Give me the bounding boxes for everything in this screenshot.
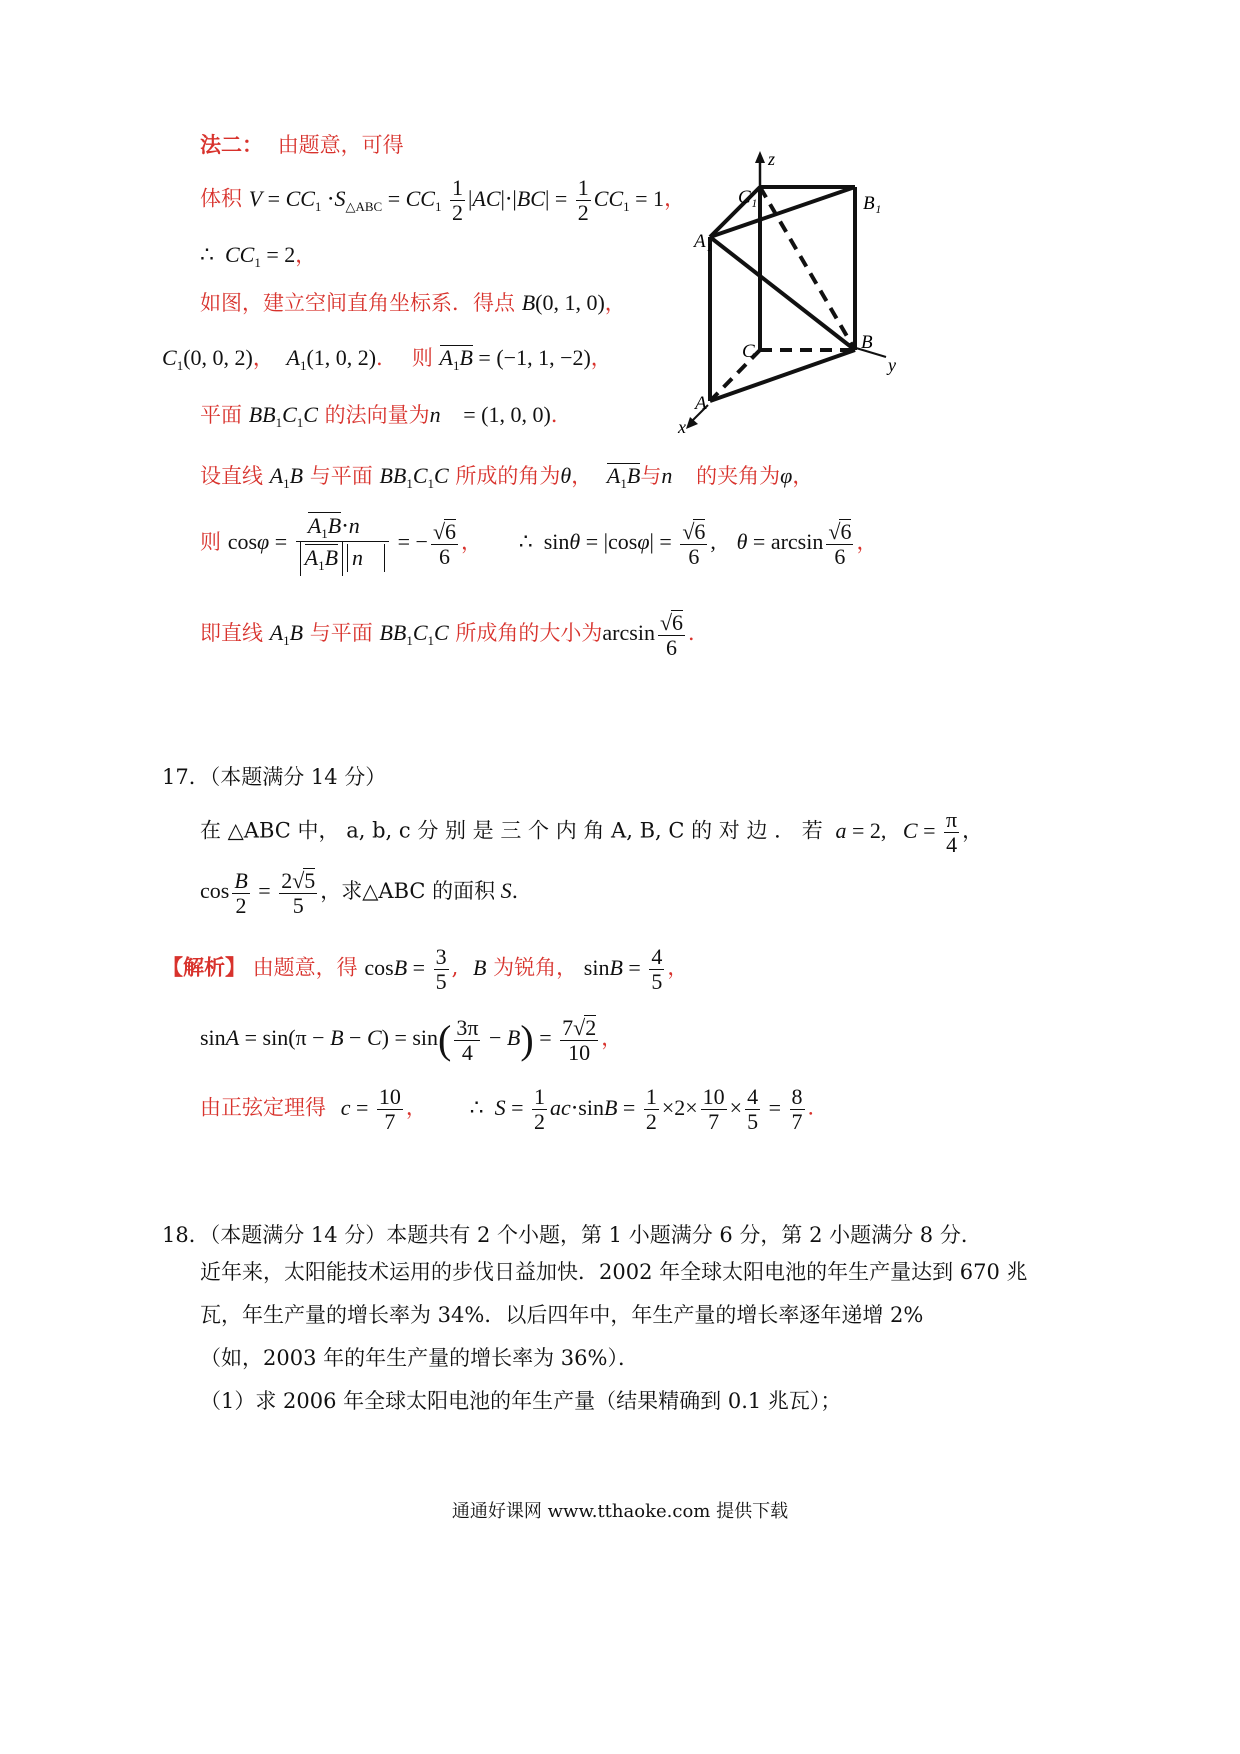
solution-law: 由正弦定理得 <box>200 1095 326 1120</box>
label-c: C <box>742 341 755 362</box>
cos-line: 则 cosφ = $\frac{A_1B\cdot n⃗}{A_1B n⃗}$ = − $\frac{√6}{6}$ ， ∴ sinθ = |cosφ| = $\frac{√6}{6}$ , θ = arcsin $\frac{√6}{6}$ ， <box>200 512 877 576</box>
problem17-text2: ，求△ABC 的面积 <box>320 879 496 904</box>
solution17-line1: 【解析】 由题意，得 cosB = $\frac{3}{5}$ , B 为锐角， sinB = $\frac{4}{5}$ ， <box>162 944 689 995</box>
solution-acute: 为锐角， <box>493 955 578 980</box>
plane-text: 与平面 <box>309 464 373 488</box>
solution-label: 【解析】 <box>162 954 246 980</box>
problem17-number: 17． <box>162 765 210 789</box>
label-z: z <box>768 149 776 169</box>
points-line: $C_1(0$, 0, 2)， $A_1(1$, 0, 2)． 则 $A_1B = (-1$, 1, −2)， <box>162 345 612 373</box>
problem18-p2: 瓦，年生产量的增长率为 34%．以后四年中，年生产量的增长率逐年递增 2% <box>200 1303 924 1327</box>
problem17-text1: 在 △ABC 中， a, b, c 分 别 是 三 个 内 角 A, B, C 的 对 边 ． 若 <box>200 818 823 843</box>
line-label: 设直线 <box>200 464 263 488</box>
angle-line: 设直线 $A_1B$ 与平面 $BB_1C_1C$ 所成的角为θ， $A_1B$与n⃗ 的夹角为φ， <box>200 463 814 491</box>
solution17-line2: sinA = sin(π − B − C) = sin( $\frac{3\pi}{4}$ − B) = $\frac{7√2}{10}$ ， <box>200 1014 623 1066</box>
volume-line: 体积 $V = CC_1 \cdot S_{\triangle ABC} = CC_1$ $\frac{1}{2}$ |AC|⋅|BC| = $\frac{1}{2}$ $CC_1 = 1$， <box>200 175 686 226</box>
method2-heading <box>200 134 404 156</box>
label-a1: A₁ <box>694 231 713 252</box>
plane-label: 平面 <box>200 403 242 427</box>
then-text: 则 <box>411 346 433 370</box>
then-text-2: 则 <box>200 529 221 554</box>
normal-line: 平面 $BB_1C_1C$ 的法向量为n⃗ = (1, 0, 0)． <box>200 402 572 430</box>
label-x: x <box>678 417 686 437</box>
problem17-statement: 在 △ABC 中， a, b, c 分 别 是 三 个 内 角 A, B, C 的 对 边 ． 若 a = 2, C = $\frac{\pi}{4}$ ， <box>200 807 984 858</box>
problem18-p1: 近年来，太阳能技术运用的步伐日益加快．2002 年全球太阳电池的年生产量达到 670 兆 <box>200 1260 1028 1284</box>
label-b1: B₁ <box>863 193 882 214</box>
problem18-q1: （1）求 2006 年全球太阳电池的年生产量（结果精确到 0.1 兆瓦）； <box>200 1389 842 1413</box>
coord-line: 如图，建立空间直角坐标系．得点 B(0, 1, 0)， <box>200 290 626 315</box>
label-a: A <box>695 393 707 414</box>
conclusion-post: 所成角的大小为 <box>455 621 603 646</box>
normal-text: 的法向量为 <box>324 403 430 427</box>
included-angle-text: 的夹角为 <box>696 464 781 488</box>
problem17-statement-2: cos $\frac{B}{2}$ = $\frac{2√5}{5}$ ，求△ABC 的面积 S． <box>200 867 533 919</box>
conclusion-mid: 与平面 <box>309 621 373 646</box>
solution17-line3: 由正弦定理得 c = $\frac{10}{7}$ ， ∴ S = $\frac{1}{2}$ ac⋅sinB = $\frac{1}{2}$ ×2× $\frac{10}{7}$ × $\frac{4}{5}$ = $\frac{8}{7}$ ． <box>200 1084 829 1135</box>
label-y: y <box>888 355 896 375</box>
and-text: 与 <box>640 464 662 488</box>
problem17-header <box>162 767 386 788</box>
volume-label: 体积 <box>200 186 242 211</box>
method2-intro: 由题意，可得 <box>277 133 404 157</box>
problem18-p3: （如，2003 年的年生产量的增长率为 36%）． <box>200 1346 639 1370</box>
solution-intro: 由题意，得 <box>252 955 358 980</box>
method2-label: 法二： <box>200 132 263 157</box>
problem18-header: 18．（本题满分 14 分）本题共有 2 个小题，第 1 小题满分 6 分，第 2 小题满分 8 分． <box>162 1223 982 1247</box>
prism-figure <box>680 145 940 445</box>
conclusion-pre: 即直线 <box>200 621 263 646</box>
footer: 通通好课网 www.tthaoke.com 提供下载 <box>451 1501 789 1522</box>
problem17-points: （本题满分 14 分） <box>209 765 387 789</box>
angle-text: 所成的角为 <box>455 464 561 488</box>
label-b: B <box>861 332 873 353</box>
conclusion-line: 即直线 $A_1B$ 与平面 $BB_1C_1C$ 所成角的大小为arcsin $\frac{√6}{6}$ ． <box>200 610 710 661</box>
label-c1: C₁ <box>738 187 758 208</box>
cc1-line: ∴ $CC_1 = 2$， <box>200 242 317 270</box>
volume-formula: $V = CC_1 \cdot S_{\triangle ABC} = CC_1$ $\frac{1}{2}$ |AC|⋅|BC| = $\frac{1}{2}$ $CC_1 = 1$ <box>248 175 665 226</box>
coord-text: 如图，建立空间直角坐标系．得点 <box>200 291 515 315</box>
